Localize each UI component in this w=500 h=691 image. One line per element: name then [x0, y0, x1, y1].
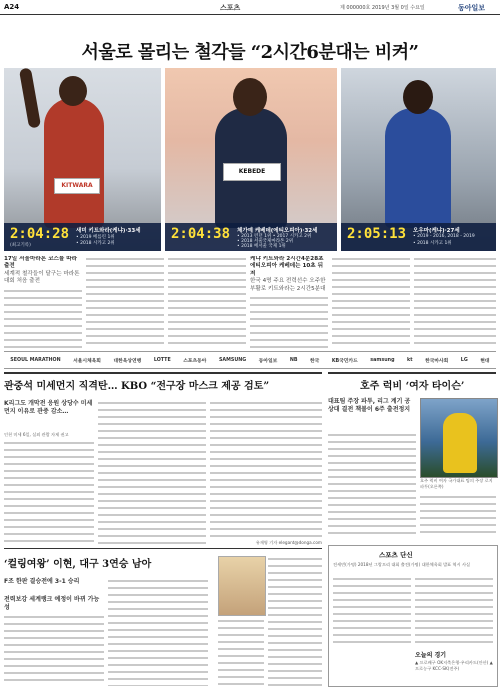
column-subheading: 세계적 철각들이 달구는 마라톤 대회 처음 출전: [4, 270, 80, 285]
player-photo: [218, 556, 266, 616]
runner-2-time: 2:04:38: [171, 226, 231, 242]
text-block: [420, 494, 496, 538]
rugby-photo: [420, 398, 498, 478]
text-block: [415, 576, 493, 646]
rugby-photo-caption: 호주 럭비 여자 국가대표 팀의 주장 로지 파투(오른쪽): [420, 478, 493, 489]
runner-head-icon: [403, 80, 433, 114]
sponsor-logo: 동아일보: [258, 358, 278, 364]
runner-head-icon: [59, 76, 87, 106]
runner-1-timebar: [4, 223, 161, 251]
text-block: [4, 614, 104, 686]
column-subheading: 한국 4명 주요 전력선수 오주한 부활로 키트와라는 2시간5분대: [250, 278, 326, 292]
sponsor-logo: LOTTE: [153, 357, 171, 363]
runner-head-icon: [233, 78, 267, 116]
runner-2-record: • 2013 런던 1위 • 2017 시카고 2위: [237, 234, 312, 239]
runner-photo-3: [341, 68, 496, 251]
divider: [4, 372, 322, 374]
sponsor-logo: 스포츠동아: [183, 358, 207, 364]
article-column: [414, 256, 496, 348]
left-story-sub: K리그도 개막전 응원 상당수 미세먼지 이유로 관중 감소…: [4, 400, 93, 415]
sponsor-logo: SEOUL MARATHON: [10, 357, 61, 363]
divider: [328, 372, 496, 374]
sponsor-logo: 한국마사회: [425, 358, 449, 364]
raised-arm-icon: [19, 68, 41, 129]
runner-1-name: 새미 키트와라(케냐)·33세: [76, 228, 141, 234]
runner-3-name: 오우마(케냐)·27세: [413, 228, 460, 234]
section-name: 스포츠: [220, 4, 241, 12]
issue-info: 제 000000호 2019년 3월 0일 수요일: [340, 5, 425, 11]
sponsor-logo: kt: [407, 357, 413, 363]
sports-briefs-box: [328, 545, 498, 687]
runner-1-record: • 2018 시카고 2위: [76, 241, 115, 246]
text-block: [250, 295, 328, 348]
top-headline: 서울로 몰리는 철각들 “2시간6분대는 비켜”: [81, 42, 419, 63]
runner-3-record: • 2018 시카고 1위: [413, 241, 452, 246]
text-block: [328, 432, 416, 538]
runner-2-name: 체가예 케베데(에티오피아)·32세: [237, 228, 318, 234]
runner-3-record: • 2019 - 2016, 2018 - 2019: [413, 234, 475, 239]
runner-2-record: • 2018 서울국제마라톤 2위: [237, 239, 294, 244]
page-header: [0, 0, 500, 15]
sponsor-logo: 한국: [310, 358, 320, 364]
runner-2-record: • 2018 베서울 국제 1위: [237, 244, 286, 249]
player-figure-icon: [443, 413, 477, 473]
runner-figure-icon: [385, 108, 451, 228]
left-story-headline: 관중석 미세먼지 직격탄… KBO “전구장 마스크 제공 검토”: [4, 381, 270, 392]
bottom-left-headline: ‘컬링여왕’ 이현, 대구 3연승 남아: [4, 559, 152, 570]
paper-logo: 동아일보: [458, 4, 486, 12]
right-story-headline: 호주 럭비 ‘여자 타이슨’: [360, 381, 465, 392]
sponsor-strip: [4, 351, 496, 369]
sponsor-logo: SAMSUNG: [218, 357, 247, 363]
runner-3-time: 2:05:13: [347, 226, 407, 242]
briefs-text: 전세빈(가명) 2018년 그랑프리 대회 출전(가명) 대한체육회 발표 역시 사실: [333, 562, 471, 567]
article-column: [250, 256, 328, 348]
todays-games-text: ▲ 프로배구 OK저축은행-우리카드(안산) ▲ 프로농구 KCC-SK(전주): [415, 660, 493, 671]
runner-3-timebar: [341, 223, 496, 251]
page-number: A24: [4, 3, 20, 11]
article-column: [168, 256, 246, 348]
text-block: [4, 440, 94, 545]
divider: [4, 548, 322, 549]
left-story-byline: 유재영 기자 elegant@donga.com: [255, 540, 322, 545]
left-story-sub2: 인천 미세 6일, 실외 관람 자제 권고: [4, 432, 69, 437]
text-block: [218, 618, 264, 686]
column-heading: 17일 서울마라톤 코스를 따라 출전: [4, 256, 78, 270]
text-block: [98, 400, 206, 545]
bottom-left-sub: F조 한판 결승전에 3-1 승리: [4, 578, 80, 585]
sponsor-logo: 현대: [480, 358, 490, 364]
right-story-sub: 대표팀 주장 파투, 리그 계기 공 상대 결전 책볼이 6주 출전정지: [328, 398, 411, 413]
sponsor-logo: 서울시체육회: [73, 358, 101, 364]
article-column: [86, 256, 164, 348]
sponsor-logo: KB국민카드: [331, 358, 358, 364]
sponsor-logo: LG: [460, 357, 468, 363]
sponsor-logo: 대한육상연맹: [113, 358, 142, 364]
article-column: [332, 256, 410, 348]
sponsor-logo: samsung: [370, 357, 395, 363]
briefs-title: 스포츠 단신: [379, 551, 413, 559]
text-block: [333, 576, 411, 646]
runner-2-timebar: [165, 223, 337, 251]
runner-1-record: • 2019 베를린 1위: [76, 235, 115, 240]
runner-photo-1: [4, 68, 161, 251]
sponsor-logo: NB: [289, 357, 298, 363]
text-block: [268, 556, 322, 686]
runner-photo-2: [165, 68, 337, 251]
text-block: [108, 578, 208, 686]
column-heading: 케냐 키트와라 2시간4분28초 에티오피아 케베데는 10초 뒤져: [250, 256, 324, 277]
runner-1-time: 2:04:28: [10, 226, 70, 242]
todays-games-title: 오늘의 경기: [415, 652, 447, 659]
race-bib: KEBEDE: [223, 163, 281, 181]
text-block: [210, 400, 322, 538]
runner-figure-icon: [44, 98, 104, 228]
text-block: [4, 288, 82, 348]
bottom-left-sub: 전력보강 세계랭크 예정이 바뀌 가능성: [4, 596, 100, 611]
race-bib: KITWARA: [54, 178, 100, 194]
article-column: [4, 256, 82, 348]
runner-1-time-note: (최고기록): [10, 243, 31, 248]
